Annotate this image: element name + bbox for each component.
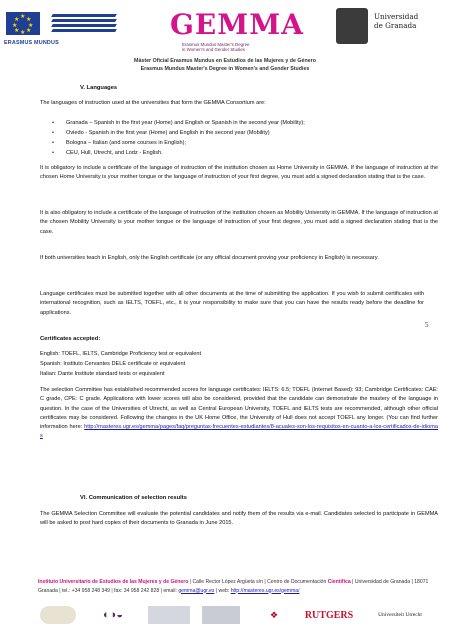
partner-logo-icon <box>148 606 190 624</box>
languages-intro: The languages of instruction used at the universities that form the GEMMA Consortium are: <box>40 100 266 106</box>
partner-logos-row <box>40 606 440 624</box>
certificate-italian: Italian: Dante Institute standard tests or equivalent <box>40 371 165 377</box>
paragraph-selection-results: The GEMMA Selection Committee will evaluate the potential candidates and notify them of the results via e-mail. Candidates selected to participate in GEMMA will be asked to post hard copies of their documents to Granada in June 2015. <box>40 511 438 527</box>
master-title-spanish: Máster Oficial Erasmus Mundus en Estudios de las Mujeres y de Género <box>134 58 316 64</box>
ugr-logo-text: Universidad de Granada <box>374 12 419 30</box>
master-title-english: Erasmus Mundus Master's Degree in Women's and Gender Studies <box>140 66 310 72</box>
certificates-heading: Certificates accepted: <box>40 336 101 342</box>
section-selection-results-heading: VI. Communication of selection results <box>80 495 187 501</box>
partner-logo-icon: ❖ <box>269 609 279 620</box>
gemma-logo: GEMMA <box>170 8 304 41</box>
list-item: • Oviedo - Spanish in the first year (Home) and English in the second year (Mobility) <box>52 130 270 136</box>
erasmus-mundus-label: ERASMUS MUNDUS <box>4 40 59 46</box>
footer-web-link[interactable]: http://masteres.ugr.es/gemma/ <box>230 587 300 594</box>
ugr-seal-icon <box>336 8 368 44</box>
erasmus-mundus-logo-stripes <box>52 12 116 36</box>
paragraph-recommended-scores: The selection Committee has established recommended scores for language certificates: IELTS: 6.5; TOEFL (Internet Based): 93; Cambridge Certificates: CAE: C grade, CPE: C grade. Applications with lower scores will also be considered, provided that the candidate can demonstrate the mastery of the language in question. In the case of the Universities of Utrecht, as well as Central European University, TOEFL and IELTS tests are recommended, although other official certificates may be considered. Following the changes in the UK Home Office, the University of Hull does not accept TOEFL any longer. (You can find further information here: http://masteres.ugr.es/gemma/pages/faq/preguntas-frecuentes-estudiantes/8-acuales-son-los-requisitos-en-cuanto-a-los-certificados-de-idiomas <box>40 387 438 440</box>
paragraph-submission: Language certificates must be submitted together with all other documents at the time of submitting the application. If you wish to submit certificates with international recognition, such as IELTS, TOEFL, etc., it is your responsibility to make sure that you can have the results ready before the deadline for applications. <box>40 291 424 316</box>
languages-bullet-list <box>40 118 438 158</box>
certificate-spanish: Spanish: Instituto Cervantes DELE certificate or equivalent <box>40 361 186 367</box>
list-item: • CEU, Hull, Utrecht, and Lodz - English. <box>52 150 163 156</box>
list-item: • Bologna – Italian (and some courses in English); <box>52 140 187 146</box>
utrecht-logo: Universiteit Utrecht <box>378 612 422 618</box>
partner-logo-icon <box>40 606 76 624</box>
paragraph-english-only: If both universities teach in English, only the English certificate (or any official document proving your proficiency in English) is necessary. <box>40 255 379 261</box>
section-languages-heading: V. Languages <box>80 85 118 91</box>
list-item: • Granada – Spanish in the first year (Home) and English or Spanish in the second year (Mobility); <box>52 120 305 126</box>
paragraph-mobility-certificate: It is also obligatory to include a certificate of the language of instruction of the institution chosen as Mobility University in GEMMA. If the language of instruction at the chosen Mobility University is your mother tongue or the language of instruction of your first degree, you must add a signed declaration stating that is the case. <box>40 210 438 235</box>
footer-email-link[interactable]: gemma@ugr.es <box>178 587 215 594</box>
page-number: 5 <box>425 321 429 329</box>
gemma-logo-subtitle: Erasmus Mundus Master's Degree in Women's and Gender Studies <box>182 42 250 52</box>
language-requirements-link[interactable]: http://masteres.ugr.es/gemma/pages/faq/preguntas-frecuentes-estudiantes/8-acuales-son-los-requisitos-en-cuanto-a-los-certificados-de-idiomas <box>40 424 438 440</box>
partner-logo-icon: ◐◑◒ <box>103 609 123 621</box>
rutgers-logo: RUTGERS <box>304 609 354 621</box>
eu-flag-logo: ★ ★ ★ ★ ★ ★ ★ ★ <box>6 12 40 35</box>
footer-address: Instituto Universitario de Estudios de las Mujeres y de Género | Calle Rector López Argüeta s/n | Centro de Documentación Científica | Universidad de Granada | 18071 Granada | tel.: +34 958 248 349 | fax: 34 958 242 828 | email: gemma@ugr.es | web: http://masteres.ugr.es/gemma/ <box>38 579 429 594</box>
paragraph-home-certificate: It is obligatory to include a certificate of the language of instruction of the institution chosen as Home University in GEMMA. If the language of instruction at the chosen Home University is your mother tongue or the language of instruction of your first degree, you must add a signed declaration stating that is the case. <box>40 165 438 181</box>
partner-logo-icon <box>202 606 240 624</box>
certificate-english: English: TOEFL, IELTS, Cambridge Proficiency test or equivalent <box>40 351 202 357</box>
